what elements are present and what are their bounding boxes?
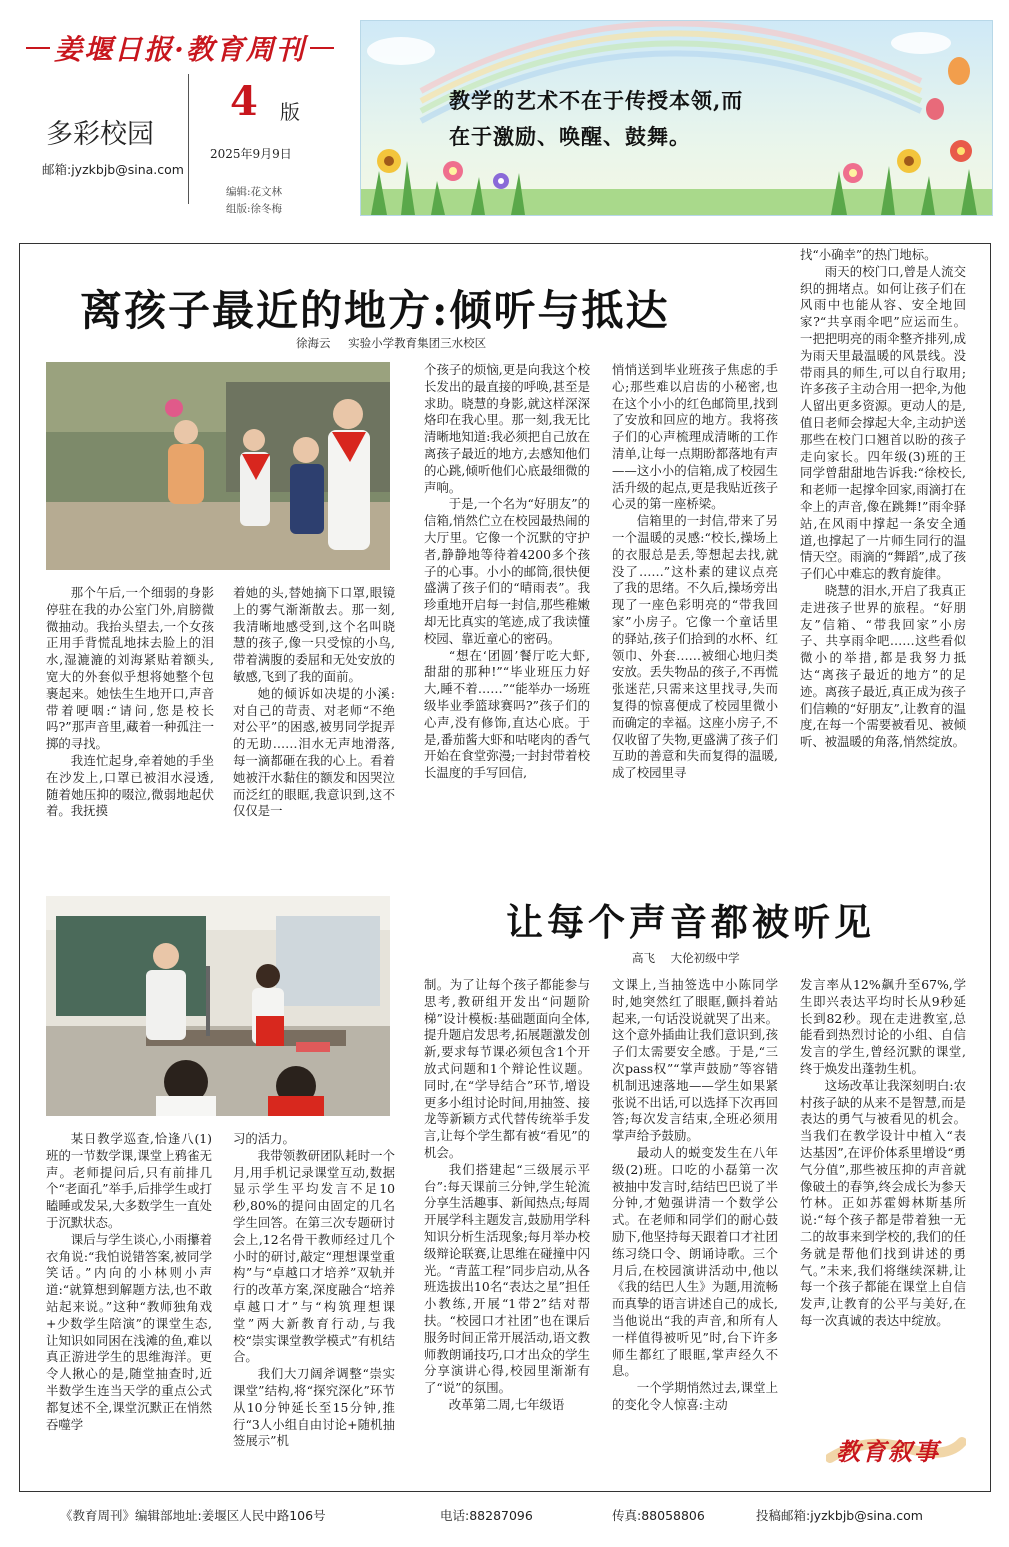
masthead-divider (188, 74, 189, 204)
article2-col3-para: 制。为了让每个孩子都能参与思考,教研组开发出“问题阶梯”设计模板:基础题面向全体,提升题启发思考,拓展题激发创新,要求每节课必须包含1个开放式问题和1个辩论性议题。同时,在“学导结合”环节,增设更多小组讨论时间,用抽签、接龙等新颖方式代替传统举手发言,让每个学生都有被“看见”的机会。 (424, 977, 590, 1160)
article2-col4 (612, 977, 778, 1414)
classroom-illustration (46, 896, 390, 1116)
article1-author: 徐海云 (296, 336, 331, 350)
students-with-principal-illustration (46, 362, 390, 570)
article2-col3 (424, 977, 590, 1414)
article2-byline (632, 950, 740, 966)
article2-photo (46, 896, 390, 1116)
article1-col3-para: 个孩子的烦恼,更是向我这个校长发出的最直接的呼唤,甚至是求助。晓慧的身影,就这样深深烙印在我心里。那一刻,我无比清晰地知道:我必须把自己放在离孩子最近的地方,去感知他们的心跳,倾听他们心底最细微的声响。 (424, 362, 590, 495)
article2-col3-para: 我们搭建起“三级展示平台”:每天课前三分钟,学生轮流分享生活趣事、新闻热点;每周开展学科主题发言,鼓励用学科知识分析生活现象;每月举办校级辩论联赛,让思维在碰撞中闪光。“青蓝工程”同步启动,从各班选拔出10名“表达之星”担任小教练,开展“1带2”结对帮扶。“校园口才社团”也在课后服务时间正常开展活动,语文教师教朗诵技巧,口才出众的学生分享演讲心得,校园里渐渐有了“说”的氛围。 (424, 1161, 590, 1396)
article2-col4-para: 一个学期悄然过去,课堂上的变化令人惊喜:主动 (612, 1380, 778, 1412)
footer-address: 《教育周刊》编辑部地址:姜堰区人民中路106号 (60, 1508, 326, 1523)
article1-col1-para: 我连忙起身,牵着她的手坐在沙发上,口罩已被泪水浸透,随着她压抑的啜泣,微弱地起伏着。我抚摸 (46, 752, 214, 819)
article1-col2-para: 着她的头,替她摘下口罩,眼镜上的雾气渐渐散去。那一刻,我清晰地感受到,这个名叫晓慧的孩子,像一只受惊的小鸟,带着满腹的委屈和无处安放的敏感,飞到了我的面前。 (233, 585, 395, 684)
article1-col4-para: 悄悄送到毕业班孩子焦虑的手心;那些难以启齿的小秘密,也在这个小小的红色邮筒里,找到了安放和回应的地方。我将孩子们的心声梳理成清晰的工作清单,让每一点期盼都落地有声——这小小的信箱,成了校园生活升级的起点,更是我贴近孩子心灵的第一座桥梁。 (612, 362, 778, 512)
article1-col4 (612, 362, 778, 782)
page-number: 4 (230, 78, 258, 125)
logo-text: 姜堰日报·教育周刊 (54, 33, 306, 66)
editorial-mailbox: 邮箱:jyzkbjb@sina.com (42, 162, 184, 177)
article2-col1 (46, 1131, 212, 1433)
footer-email: 投稿邮箱:jyzkbjb@sina.com (756, 1508, 923, 1523)
article1-col5-para: 找“小确幸”的热门地标。 (800, 247, 937, 262)
article2-col4-para: 文课上,当抽签选中小陈同学时,她突然红了眼眶,颤抖着站起来,一句话没说就哭了出来。这个意外插曲让我们意识到,孩子们太需要安全感。于是,“三次pass权”“掌声鼓励”等容错机制迅速落地——学生如果紧张说不出话,可以选择下次再回答;每次发言结束,全班必须用掌声给予鼓励。 (612, 977, 778, 1144)
quote-banner (360, 20, 993, 216)
logo-rule-right (310, 47, 334, 49)
article2-col2-para: 习的活力。 (233, 1131, 295, 1146)
newspaper-logo (22, 26, 338, 70)
layout-name: 组版:徐冬梅 (226, 203, 283, 215)
quote-line-1: 教学的艺术不在于传授本领,而 (449, 88, 744, 113)
editor-credits (226, 184, 282, 218)
article1-title: 离孩子最近的地方:倾听与抵达 (80, 286, 670, 335)
column-logo-text: 教育叙事 (836, 1437, 940, 1466)
article2-affiliation: 大伦初级中学 (670, 951, 740, 965)
article1-col3-para: “想在‘团圆’餐厅吃大虾,甜甜的那种!”“毕业班压力好大,睡不着……”“能举办一场班级毕业季篮球赛吗?”孩子们的心声,没有修饰,直达心底。于是,番茄酱大虾和咕咾肉的香气开始在食堂弥漫;一封封带着校长温度的手写回信, (424, 647, 590, 781)
article1-photo (46, 362, 390, 570)
article2-col1-para: 课后与学生谈心,小雨攥着衣角说:“我怕说错答案,被同学笑话。”内向的小林则小声道:“就算想到解题方法,也不敢站起来说。”这种“教师独角戏+少数学生陪演”的课堂生态,让知识如同困在浅滩的鱼,难以真正游进学生的思维海洋。更令人揪心的是,随堂抽查时,近半数学生连当天学的重点公式都复述不全,课堂沉默正在悄然吞噬学 (46, 1231, 212, 1432)
article2-col5-para: 这场改革让我深刻明白:农村孩子缺的从来不是智慧,而是表达的勇气与被看见的机会。当我们在教学设计中植入“表达基因”,在评价体系里增设“勇气分值”,那些被压抑的声音就像破土的春笋,终会成长为参天竹林。正如苏霍姆林斯基所说:“每个孩子都是带着独一无二的故事来到学校的,我们的任务就是帮他们找到讲述的勇气。”未来,我们将继续深耕,让每一个孩子都能在课堂上自信发声,让教育的公平与美好,在每一次真诚的表达中绽放。 (800, 1077, 966, 1328)
article1-col4-para: 信箱里的一封信,带来了另一个温暖的灵感:“校长,操场上的衣服总是丢,等想起去找,就没了……”这朴素的建议点亮了我的思绪。不久后,操场旁出现了一座色彩明亮的“带我回家”小房子。它像一个童话里的驿站,孩子们拾到的水杯、红领巾、外套……被细心地归类安放。丢失物品的孩子,不再慌张迷茫,只需来这里找寻,失而复得的惊喜便成了校园里微小而确定的幸福。这座小房子,不仅收留了失物,更盛满了孩子们互助的善意和失而复得的温暖,成了校园里寻 (612, 513, 778, 781)
section-name: 多彩校园 (46, 119, 154, 150)
article2-col3-para: 改革第二周,七年级语 (448, 1396, 565, 1412)
article1-affiliation: 实验小学教育集团三水校区 (348, 336, 487, 350)
article2-col2-para: 我带领教研团队耗时一个月,用手机记录课堂互动,数据显示学生平均发言不足10秒,80%的提问由固定的几名学生回答。在第三次专题研讨会上,12名骨干教师经过几个小时的研讨,敲定“理想课堂重构”与“卓越口才培养”双轨并行的改革方案,深度融合“培养卓越口才”与“构筑理想课堂”两大新教育行动,与我校“崇实课堂教学模式”有机结合。 (233, 1147, 395, 1365)
issue-date: 2025年9月9日 (210, 147, 292, 161)
article2-title: 让每个声音都被听见 (506, 900, 875, 944)
article1-col1-para: 那个午后,一个细弱的身影停驻在我的办公室门外,肩膀微微抽动。我抬头望去,一个女孩正用手背慌乱地抹去脸上的泪水,湿漉漉的刘海紧贴着额头,宽大的外套似乎想将她整个包裹起来。她怯生生地开口,声音带着哽咽:“请问,您是校长吗?”那声音里,藏着一种孤注一掷的寻找。 (46, 585, 214, 752)
article2-col2 (233, 1131, 395, 1450)
editor-name: 编辑:花文林 (226, 186, 283, 198)
article2-col4-para: 最动人的蜕变发生在八年级(2)班。口吃的小磊第一次被抽中发言时,结结巴巴说了半分钟,才勉强讲清一个数学公式。在老师和同学们的耐心鼓励下,他坚持每天跟着口才社团练习绕口令、朗诵诗歌。三个月后,在校园演讲活动中,他以《我的结巴人生》为题,用流畅而真挚的语言讲述自己的成长,当他说出“我的声音,和所有人一样值得被听见”时,台下许多师生都红了眼眶,掌声经久不息。 (612, 1144, 778, 1379)
article2-col5 (800, 977, 966, 1330)
logo-rule-left (26, 47, 50, 49)
article1-col5 (800, 247, 966, 751)
article1-col1 (46, 585, 214, 820)
article1-col2-para: 她的倾诉如决堤的小溪:对自己的苛责、对老师“不绝对公平”的困惑,被男同学捉弄的无助……泪水无声地滑落,每一滴都砸在我的心上。看着她被汗水黏住的额发和因哭泣而泛红的眼眶,我意识到,这不仅仅是一 (233, 685, 395, 819)
footer-phone: 电话:88287096 (440, 1508, 533, 1523)
article1-byline (296, 335, 486, 351)
article1-col5-para: 晓慧的泪水,开启了我真正走进孩子世界的旅程。“好朋友”信箱、“带我回家”小房子、共享雨伞吧……这些看似微小的举措,都是我努力抵达“离孩子最近的地方”的足迹。离孩子最近,真正成为孩子们信赖的“好朋友”,让教育的温度,在每一个需要被看见、被倾听、被温暖的角落,悄然绽放。 (800, 582, 966, 750)
article2-col5-para: 发言率从12%飙升至67%,学生即兴表达平均时长从9秒延长到82秒。现在走进教室,总能看到热烈讨论的小组、自信发言的学生,曾经沉默的课堂,终于焕发出蓬勃生机。 (800, 977, 966, 1076)
article2-col1-para: 某日教学巡查,恰逢八(1)班的一节数学课,课堂上鸦雀无声。老师提问后,只有前排几个“老面孔”举手,后排学生或打瞌睡或发呆,大多数学生一直处于沉默状态。 (46, 1131, 212, 1230)
quote-line-2: 在于激励、唤醒、鼓舞。 (449, 124, 691, 149)
footer-fax: 传真:88058806 (612, 1508, 705, 1523)
article1-col3 (424, 362, 590, 782)
article2-author: 高飞 (632, 951, 655, 965)
banner-quote (449, 83, 743, 155)
page-suffix: 版 (280, 100, 300, 124)
article1-col2 (233, 585, 395, 820)
article1-col3-para: 于是,一个名为“好朋友”的信箱,悄然伫立在校园最热闹的大厅里。它像一个沉默的守护者,静静地等待着4200多个孩子的心事。小小的邮筒,很快便盛满了孩子们的“晴雨表”。我珍重地开启每一封信,那些稚嫩却无比真实的笔迹,成了我读懂校园、靠近童心的密码。 (424, 496, 590, 646)
article1-col5-para: 雨天的校门口,曾是人流交织的拥堵点。如何让孩子们在风雨中也能从容、安全地回家?“共享雨伞吧”应运而生。一把把明亮的雨伞整齐排列,成为雨天里最温暖的风景线。没带雨具的师生,可以自行取用;许多孩子主动合用一把伞,为他人留出更多资源。更动人的是,值日老师会撑起大伞,主动护送那些在校门口翘首以盼的孩子走向家长。四年级(3)班的王同学曾甜甜地告诉我:“徐校长,和老师一起撑伞回家,雨滴打在伞上的声音,像在跳舞!”雨伞驿站,在风雨中撑起一条安全通道,也撑起了一片师生同行的温情天空。雨滴的“舞蹈”,成了孩子们心中难忘的教育旋律。 (800, 263, 966, 582)
column-logo (826, 1428, 966, 1468)
article2-col2-para: 我们大刀阔斧调整“崇实课堂”结构,将“探究深化”环节从10分钟延长至15分钟,推行“3人小组自由讨论+随机抽签展示”机 (233, 1366, 395, 1449)
